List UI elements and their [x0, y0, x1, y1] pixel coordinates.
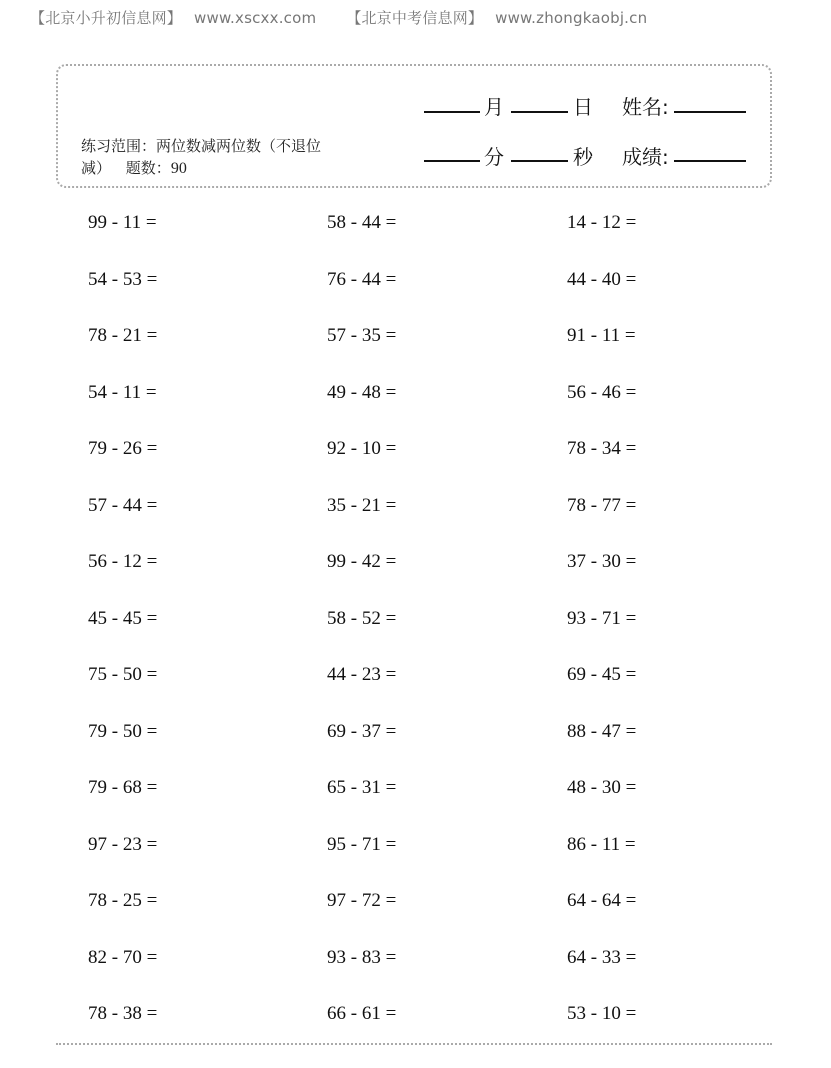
count-label: 题数： — [125, 159, 171, 177]
second-label: 秒 — [573, 145, 593, 169]
minute-label: 分 — [484, 145, 504, 169]
site1-name: 【北京小升初信息网】 — [30, 9, 183, 27]
math-problem: 78 - 21 = — [88, 325, 158, 346]
math-problem: 75 - 50 = — [88, 664, 158, 685]
math-problem: 78 - 38 = — [88, 1003, 158, 1024]
minute-blank[interactable] — [424, 160, 480, 162]
score-blank[interactable] — [674, 160, 746, 162]
math-problem: 44 - 40 = — [567, 268, 637, 290]
math-problem: 35 - 21 = — [327, 494, 397, 516]
math-problem: 56 - 46 = — [567, 381, 637, 403]
math-problem: 93 - 83 = — [327, 946, 397, 968]
site2-url[interactable]: www.zhongkaobj.cn — [495, 9, 648, 27]
site2-name: 【北京中考信息网】 — [346, 9, 484, 27]
math-problem: 79 - 50 = — [88, 720, 158, 742]
math-problem: 91 - 11 = — [567, 325, 636, 346]
math-problem: 37 - 30 = — [567, 551, 637, 572]
math-problem: 79 - 26 = — [88, 438, 158, 459]
math-problem: 97 - 72 = — [327, 890, 397, 911]
math-problem: 57 - 35 = — [327, 325, 397, 346]
math-problem: 78 - 34 = — [567, 438, 637, 459]
math-problem: 56 - 12 = — [88, 551, 158, 572]
math-problem: 54 - 53 = — [88, 268, 158, 290]
math-problem: 49 - 48 = — [327, 381, 397, 403]
math-problem: 97 - 23 = — [88, 833, 158, 855]
math-problem: 69 - 37 = — [327, 720, 397, 742]
math-problem: 54 - 11 = — [88, 381, 157, 403]
second-blank[interactable] — [511, 160, 568, 162]
name-blank[interactable] — [674, 111, 746, 113]
math-problem: 93 - 71 = — [567, 607, 637, 629]
math-problem: 79 - 68 = — [88, 777, 158, 798]
bottom-divider — [56, 1043, 772, 1045]
math-problem: 65 - 31 = — [327, 777, 397, 798]
math-problem: 86 - 11 = — [567, 833, 636, 855]
month-label: 月 — [484, 95, 504, 119]
math-problem: 58 - 52 = — [327, 607, 397, 629]
math-problem: 14 - 12 = — [567, 212, 637, 233]
score-label: 成绩: — [622, 145, 669, 169]
math-problem: 99 - 42 = — [327, 551, 397, 572]
math-problem: 78 - 77 = — [567, 494, 637, 516]
math-problem: 82 - 70 = — [88, 946, 158, 968]
math-problem: 69 - 45 = — [567, 664, 637, 685]
month-blank[interactable] — [424, 111, 480, 113]
math-problem: 92 - 10 = — [327, 438, 397, 459]
math-problem: 78 - 25 = — [88, 890, 158, 911]
name-label: 姓名: — [622, 95, 669, 119]
site-header — [30, 7, 647, 28]
math-problem: 57 - 44 = — [88, 494, 158, 516]
count-value: 90 — [170, 160, 187, 177]
math-problem: 53 - 10 = — [567, 1003, 637, 1024]
math-problem: 95 - 71 = — [327, 833, 397, 855]
range-text: 练习范围：两位数减两位数（不退位减） — [81, 137, 322, 177]
math-problem: 48 - 30 = — [567, 777, 637, 798]
math-problem: 64 - 64 = — [567, 890, 637, 911]
day-blank[interactable] — [511, 111, 568, 113]
math-problem: 64 - 33 = — [567, 946, 637, 968]
day-label: 日 — [573, 95, 593, 119]
site1-url[interactable]: www.xscxx.com — [194, 9, 317, 27]
math-problem: 66 - 61 = — [327, 1003, 397, 1024]
math-problem: 99 - 11 = — [88, 212, 157, 233]
math-problem: 76 - 44 = — [327, 268, 397, 290]
math-problem: 45 - 45 = — [88, 607, 158, 629]
math-problem: 58 - 44 = — [327, 212, 397, 233]
math-problem: 88 - 47 = — [567, 720, 637, 742]
math-problem: 44 - 23 = — [327, 664, 397, 685]
practice-range — [81, 135, 336, 180]
